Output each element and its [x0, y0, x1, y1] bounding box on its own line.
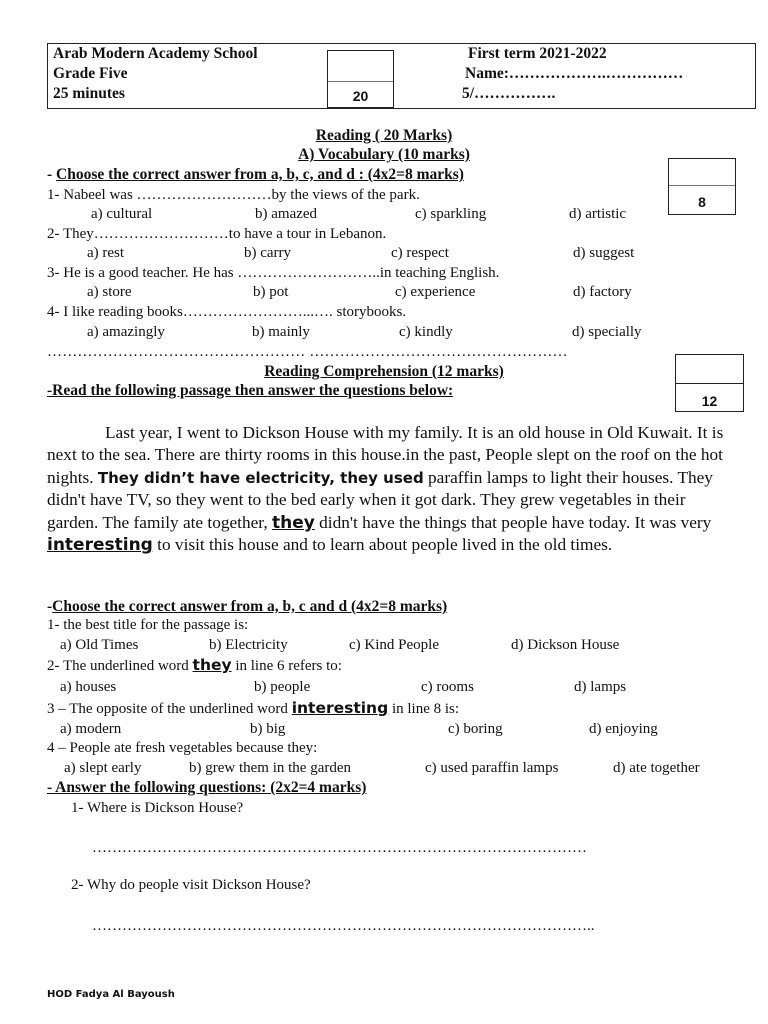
vocab-option: b) carry — [244, 245, 292, 261]
mcq-option: b) people — [254, 679, 311, 695]
passage-word-interesting: interesting — [47, 535, 153, 556]
mcq-option: c) rooms — [421, 679, 474, 695]
comprehension-score: 12 — [701, 393, 718, 409]
vocab-question: 4- I like reading books……………………...…. storybooks. — [47, 304, 407, 320]
mcq-question-3 — [47, 699, 459, 718]
vocab-score: 8 — [698, 194, 706, 210]
passage-word-they: they — [272, 512, 315, 533]
mcq-option: c) used paraffin lamps — [425, 760, 559, 776]
mcq-question-4: 4 – People ate fresh vegetables because they: — [47, 740, 318, 756]
reading-title: Reading ( 20 Marks) — [315, 127, 453, 144]
comprehension-title: Reading Comprehension (12 marks) — [264, 363, 504, 380]
passage-text: didn't have the things that people have today. It was very — [314, 512, 712, 532]
mcq-option: a) Old Times — [60, 637, 139, 653]
vocab-question: 1- Nabeel was ………………………by the views of the park. — [47, 187, 420, 203]
vocab-option: b) mainly — [252, 324, 310, 340]
vocab-option: b) pot — [253, 284, 289, 300]
name-field: Name:……………….…………… — [465, 65, 684, 82]
mcq-option: d) lamps — [574, 679, 627, 695]
mcq-question-1: 1- the best title for the passage is: — [47, 617, 249, 633]
mcq-question-text: in line 8 is: — [388, 701, 460, 717]
vocab-question: 2- They………………………to have a tour in Lebanon. — [47, 226, 387, 242]
mcq-option: c) boring — [448, 721, 503, 737]
vocab-option: c) kindly — [399, 324, 453, 340]
mcq-instruction-text: Choose the correct answer from a, b, c and d (4x2=8 marks) — [52, 598, 448, 615]
mcq-option: a) slept early — [64, 760, 142, 776]
answer-line-2: ……………………………………………………………………………………….. — [92, 918, 595, 934]
mcq-option: b) Electricity — [209, 637, 288, 653]
vocab-instruction-dash: - — [47, 166, 57, 183]
mcq-option: b) grew them in the garden — [189, 760, 352, 776]
class-field: 5/……………. — [462, 85, 556, 102]
mcq-option: d) Dickson House — [511, 637, 620, 653]
reading-passage — [47, 422, 727, 556]
mcq-question-text: 2- The underlined word — [47, 658, 193, 674]
mcq-option: a) houses — [60, 679, 117, 695]
vocab-option: c) respect — [391, 245, 449, 261]
dotted-line: …………………………………………… …………………………………………… — [47, 344, 568, 360]
vocab-option: a) rest — [87, 245, 125, 261]
school-name: Arab Modern Academy School — [53, 45, 258, 62]
vocab-option: d) suggest — [573, 245, 635, 261]
mcq-instruction-dash: - — [47, 598, 53, 615]
vocab-score-divider — [669, 185, 735, 186]
footer-signature: HOD Fadya Al Bayoush — [47, 989, 175, 1000]
written-question-2: 2- Why do people visit Dickson House? — [71, 877, 311, 893]
vocab-instruction — [47, 166, 464, 184]
term-label: First term 2021-2022 — [468, 45, 607, 62]
vocab-option: d) factory — [573, 284, 632, 300]
vocab-option: c) experience — [395, 284, 476, 300]
comprehension-instruction: -Read the following passage then answer the questions below: — [47, 382, 454, 399]
passage-bold-text: They didn’t have electricity, they used — [97, 468, 424, 487]
grade-label: Grade Five — [53, 65, 128, 82]
passage-text: paraffin lamps to light their houses. They didn't have TV, so they went to the bed early when it got dark. They grew vegetables in their garden. The family ate together, — [47, 467, 713, 532]
mcq-option: a) modern — [60, 721, 122, 737]
answer-line-1: ……………………………………………………………………………………… — [92, 840, 587, 856]
mcq-question-2 — [47, 656, 342, 675]
mcq-option: d) enjoying — [589, 721, 658, 737]
total-score: 20 — [352, 88, 369, 104]
mcq-option: b) big — [250, 721, 286, 737]
vocab-option: b) amazed — [255, 206, 318, 222]
mcq-question-text: in line 6 refers to: — [231, 658, 342, 674]
vocab-option: c) sparkling — [415, 206, 487, 222]
vocab-option: a) store — [87, 284, 132, 300]
vocab-option: d) artistic — [569, 206, 627, 222]
vocab-option: d) specially — [572, 324, 642, 340]
comprehension-score-divider — [676, 383, 743, 384]
total-score-box — [327, 50, 394, 108]
mcq-word-interesting: interesting — [291, 699, 389, 717]
passage-text: to visit this house and to learn about people lived in the old times. — [152, 535, 613, 555]
score-divider — [328, 81, 393, 82]
vocabulary-title: A) Vocabulary (10 marks) — [298, 146, 470, 163]
vocab-option: a) cultural — [91, 206, 153, 222]
mcq-word-they: they — [192, 656, 232, 674]
passage-text: Last year, I went to Dickson House with my family. It is an old house in Old Kuwait. It is next to the sea. There are thirty rooms in this house.in the past, People slept on the roof on the hot nights. — [47, 423, 724, 487]
duration-label: 25 minutes — [53, 85, 125, 102]
written-instruction: - Answer the following questions: (2x2=4 marks) — [47, 779, 367, 796]
mcq-option: d) ate together — [613, 760, 700, 776]
mcq-instruction — [47, 598, 447, 616]
mcq-question-text: 3 – The opposite of the underlined word — [47, 701, 292, 717]
vocab-option: a) amazingly — [87, 324, 165, 340]
vocab-question: 3- He is a good teacher. He has ………………………..in teaching English. — [47, 265, 500, 281]
vocab-score-box — [668, 158, 736, 215]
mcq-option: c) Kind People — [349, 637, 439, 653]
vocab-instruction-text: Choose the correct answer from a, b, c, and d : (4x2=8 marks) — [56, 166, 464, 183]
written-question-1: 1- Where is Dickson House? — [71, 800, 244, 816]
